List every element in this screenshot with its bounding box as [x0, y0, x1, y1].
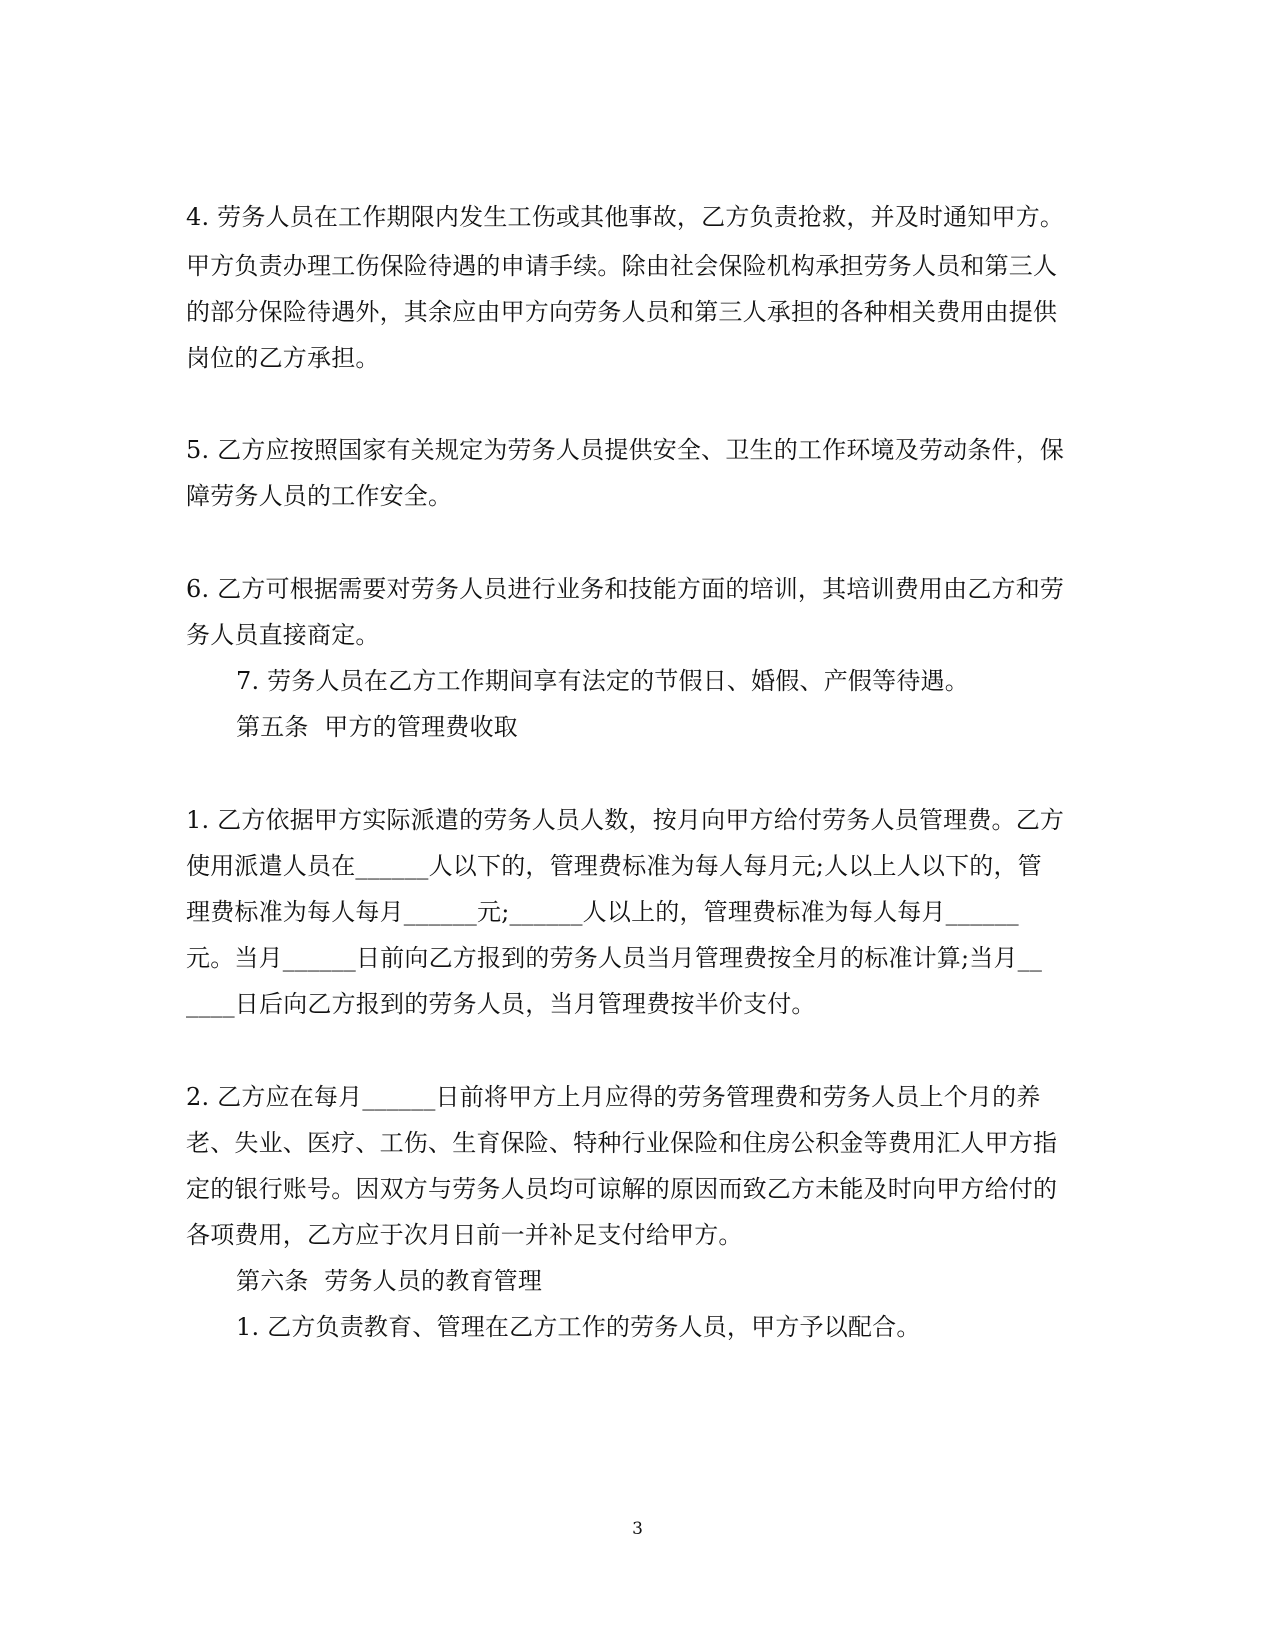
- paragraph-6-line-1: 6. 乙方可根据需要对劳务人员进行业务和技能方面的培训，其培训费用由乙方和劳: [186, 575, 1065, 603]
- article-5-item-2-line-2: 老、失业、医疗、工伤、生育保险、特种行业保险和住房公积金等费用汇人甲方指: [186, 1129, 1058, 1157]
- paragraph-7-line-1: 7. 劳务人员在乙方工作期间享有法定的节假日、婚假、产假等待遇。: [236, 667, 969, 695]
- article-5-item-2-line-1: 2. 乙方应在每月______日前将甲方上月应得的劳务管理费和劳务人员上个月的养: [186, 1083, 1041, 1111]
- paragraph-4-line-3: 的部分保险待遇外，其余应由甲方向劳务人员和第三人承担的各种相关费用由提供: [186, 298, 1058, 326]
- page-number: 3: [632, 1519, 643, 1539]
- paragraph-5-line-2: 障劳务人员的工作安全。: [186, 482, 453, 510]
- article-5-item-1-line-4: 元。当月______日前向乙方报到的劳务人员当月管理费按全月的标准计算;当月__: [186, 944, 1043, 972]
- article-5-item-1-line-3: 理费标准为每人每月______元;______人以上的，管理费标准为每人每月______: [186, 898, 1019, 926]
- article-5-item-1-line-2: 使用派遣人员在______人以下的，管理费标准为每人每月元;人以上人以下的，管: [186, 852, 1042, 880]
- paragraph-5-line-1: 5. 乙方应按照国家有关规定为劳务人员提供安全、卫生的工作环境及劳动条件，保: [186, 436, 1065, 464]
- article-5-item-2-line-3: 定的银行账号。因双方与劳务人员均可谅解的原因而致乙方未能及时向甲方给付的: [186, 1175, 1058, 1203]
- article-6-item-1-line-1: 1. 乙方负责教育、管理在乙方工作的劳务人员，甲方予以配合。: [236, 1313, 921, 1341]
- paragraph-4-line-1: 4. 劳务人员在工作期限内发生工伤或其他事故，乙方负责抢救，并及时通知甲方。: [186, 203, 1065, 231]
- article-5-item-2-line-4: 各项费用，乙方应于次月日前一并补足支付给甲方。: [186, 1221, 743, 1249]
- article-5-item-1-line-5: ____日后向乙方报到的劳务人员，当月管理费按半价支付。: [186, 990, 816, 1018]
- paragraph-4-line-2: 甲方负责办理工伤保险待遇的申请手续。除由社会保险机构承担劳务人员和第三人: [186, 252, 1058, 280]
- article-6-heading: 第六条 劳务人员的教育管理: [236, 1267, 543, 1295]
- paragraph-4-line-4: 岗位的乙方承担。: [186, 344, 380, 372]
- article-5-heading: 第五条 甲方的管理费收取: [236, 713, 518, 741]
- article-5-item-1-line-1: 1. 乙方依据甲方实际派遣的劳务人员人数，按月向甲方给付劳务人员管理费。乙方: [186, 806, 1065, 834]
- paragraph-6-line-2: 务人员直接商定。: [186, 621, 380, 649]
